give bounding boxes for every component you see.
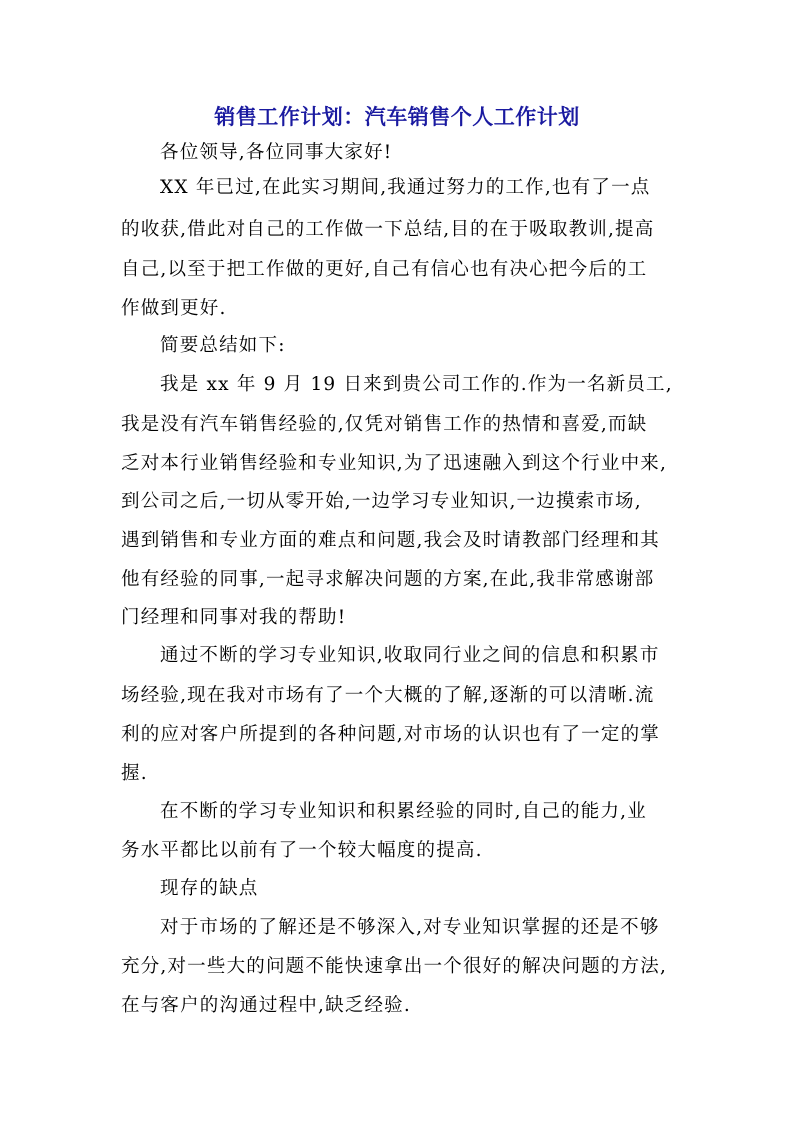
paragraph-line: 务水平都比以前有了一个较大幅度的提高. <box>121 840 483 861</box>
paragraph-line: 乏对本行业销售经验和专业知识,为了迅速融入到这个行业中来, <box>121 453 668 474</box>
paragraph-line: 简要总结如下: <box>160 335 286 356</box>
paragraph-line: 现存的缺点 <box>160 878 259 899</box>
paragraph-line: 到公司之后,一切从零开始,一边学习专业知识,一边摸索市场, <box>121 491 642 512</box>
paragraph-line: 对于市场的了解还是不够深入,对专业知识掌握的还是不够 <box>160 917 660 938</box>
paragraph-line: 场经验,现在我对市场有了一个大概的了解,逐渐的可以清晰.流 <box>121 685 655 706</box>
paragraph-line: XX 年已过,在此实习期间,我通过努力的工作,也有了一点 <box>160 177 651 198</box>
paragraph-line: 门经理和同事对我的帮助! <box>121 607 347 628</box>
paragraph-line: 遇到销售和专业方面的难点和问题,我会及时请教部门经理和其 <box>121 530 660 551</box>
paragraph-line: 在与客户的沟通过程中,缺乏经验. <box>121 995 411 1016</box>
paragraph-line: 充分,对一些大的问题不能快速拿出一个很好的解决问题的方法, <box>121 956 668 977</box>
paragraph-line: 我是 xx 年 9 月 19 日来到贵公司工作的.作为一名新员工, <box>160 374 673 395</box>
paragraph-line: 握. <box>121 763 148 784</box>
paragraph-line: 的收获,借此对自己的工作做一下总结,目的在于吸取教训,提高 <box>121 219 655 240</box>
paragraph-line: 我是没有汽车销售经验的,仅凭对销售工作的热情和喜爱,而缺 <box>121 414 648 435</box>
paragraph-line: 作做到更好. <box>121 298 227 319</box>
page-title: 销售工作计划：汽车销售个人工作计划 <box>214 104 580 129</box>
paragraph-line: 在不断的学习专业知识和积累经验的同时,自己的能力,业 <box>160 801 647 822</box>
paragraph-line: 自己,以至于把工作做的更好,自己有信心也有决心把今后的工 <box>121 259 648 280</box>
paragraph-line: 各位领导,各位同事大家好! <box>160 142 393 163</box>
paragraph-line: 利的应对客户所提到的各种问题,对市场的认识也有了一定的掌 <box>121 724 660 745</box>
paragraph-line: 通过不断的学习专业知识,收取同行业之间的信息和积累市 <box>160 645 660 666</box>
paragraph-line: 他有经验的同事,一起寻求解决问题的方案,在此,我非常感谢部 <box>121 569 655 590</box>
